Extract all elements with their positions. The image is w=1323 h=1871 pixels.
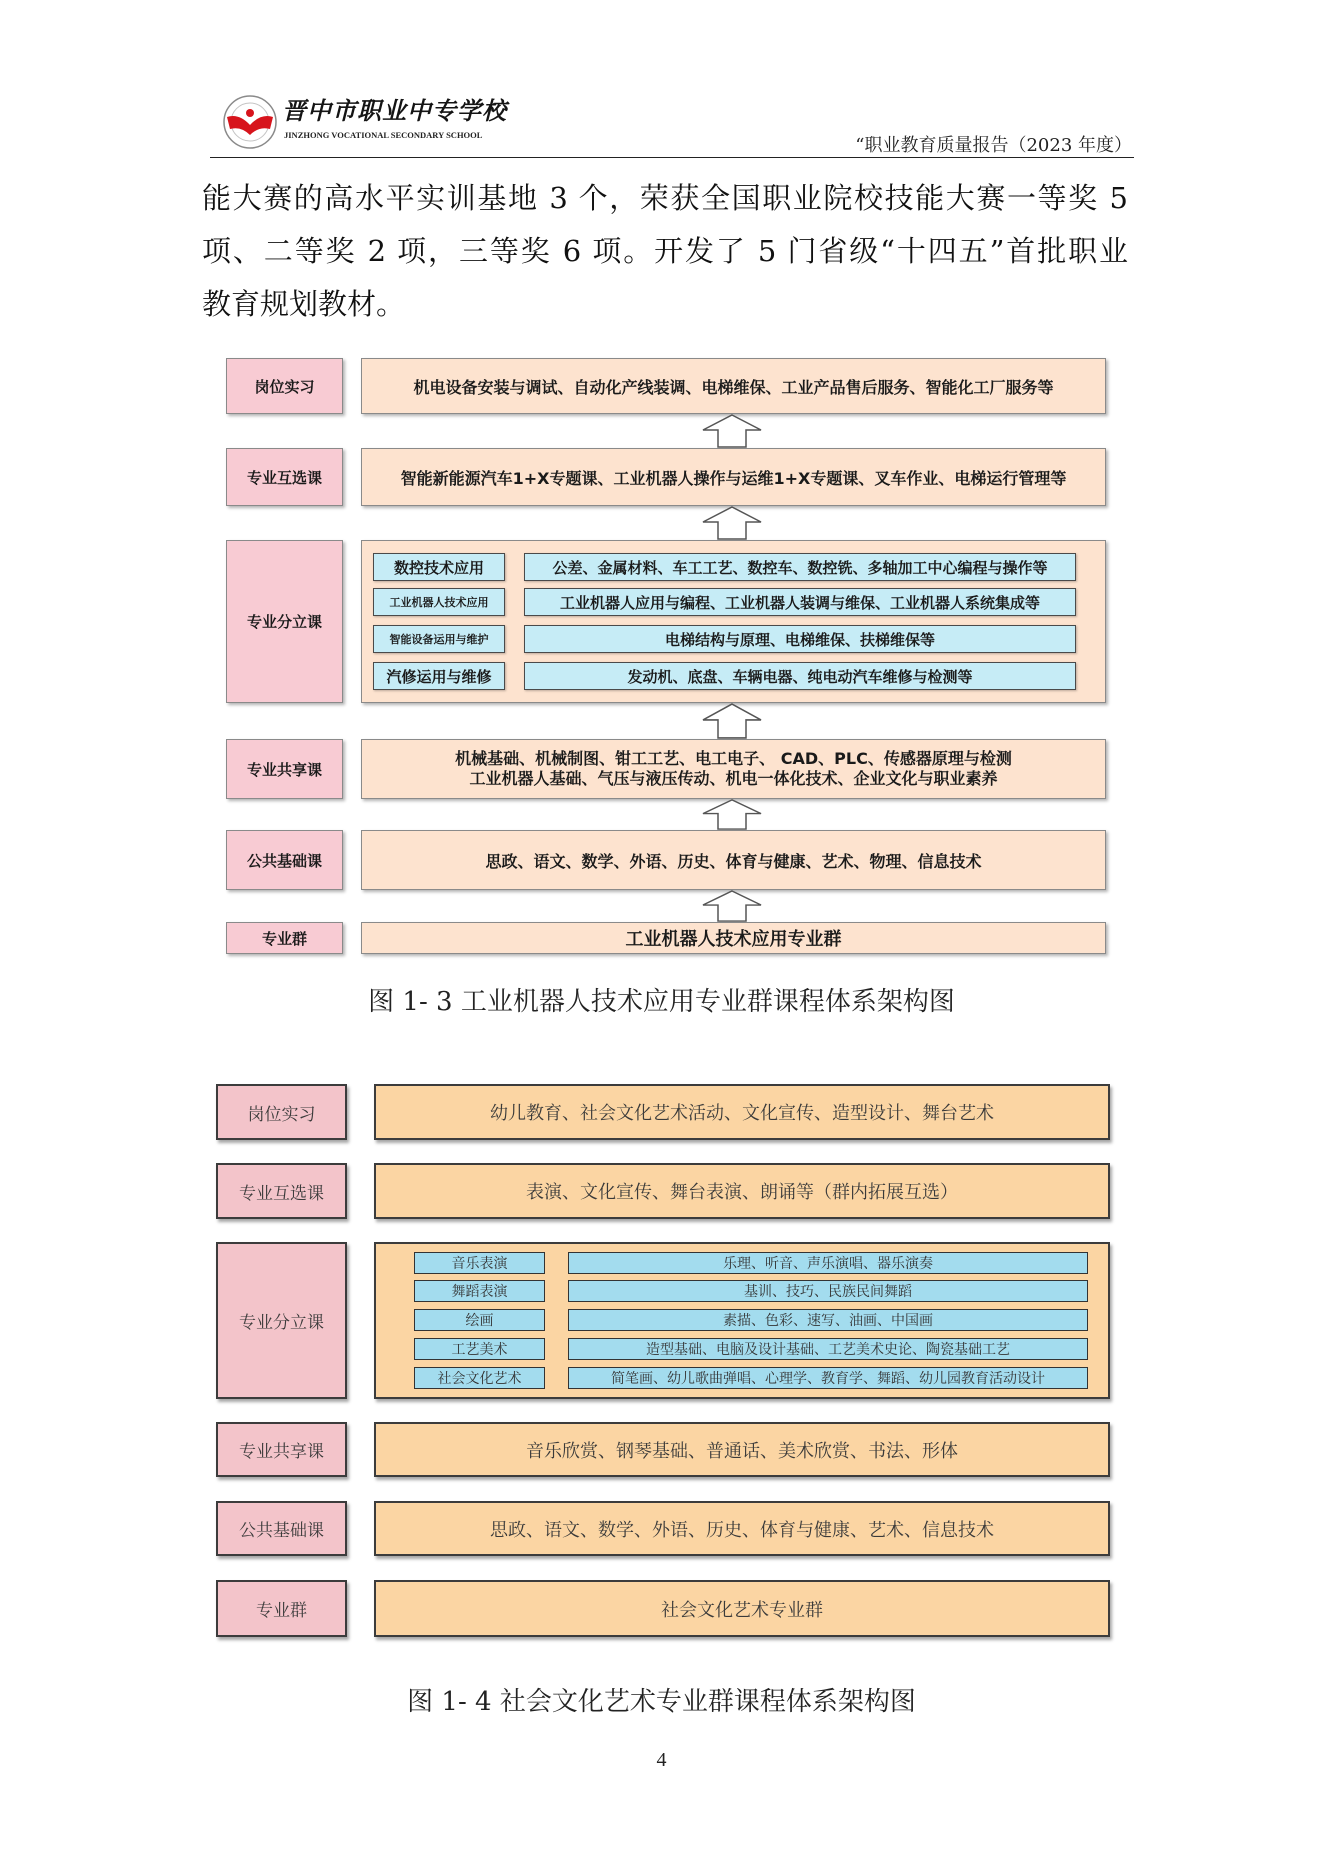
major-name: 工业机器人技术应用 bbox=[373, 588, 505, 616]
figure-1-course-diagram bbox=[226, 358, 1106, 954]
up-arrow-icon bbox=[702, 890, 762, 922]
paragraph-line: 项、二等奖 2 项，三等奖 6 项。开发了 5 门省级“十四五”首批职业 bbox=[202, 234, 1128, 268]
major-courses: 基训、技巧、民族民间舞蹈 bbox=[568, 1280, 1088, 1302]
tier-label: 专业群 bbox=[226, 922, 343, 954]
major-name: 工艺美术 bbox=[414, 1338, 545, 1360]
tier-content: 思政、语文、数学、外语、历史、体育与健康、艺术、信息技术 bbox=[374, 1501, 1110, 1556]
tier-content: 社会文化艺术专业群 bbox=[374, 1580, 1110, 1637]
tier-content: 幼儿教育、社会文化艺术活动、文化宣传、造型设计、舞台艺术 bbox=[374, 1084, 1110, 1140]
tier-label: 公共基础课 bbox=[216, 1501, 347, 1556]
tier-label: 专业共享课 bbox=[216, 1422, 347, 1477]
major-courses: 发动机、底盘、车辆电器、纯电动汽车维修与检测等 bbox=[524, 662, 1076, 690]
tier-content: 思政、语文、数学、外语、历史、体育与健康、艺术、物理、信息技术 bbox=[361, 830, 1106, 890]
tier-content: 智能新能源汽车1+X专题课、工业机器人操作与运维1+X专题课、叉车作业、电梯运行管理等 bbox=[361, 448, 1106, 506]
tier-content: 机电设备安装与调试、自动化产线装调、电梯维保、工业产品售后服务、智能化工厂服务等 bbox=[361, 358, 1106, 414]
up-arrow-icon bbox=[702, 414, 762, 448]
major-courses: 造型基础、电脑及设计基础、工艺美术史论、陶瓷基础工艺 bbox=[568, 1338, 1088, 1360]
major-name: 舞蹈表演 bbox=[414, 1280, 545, 1302]
major-courses: 电梯结构与原理、电梯维保、扶梯维保等 bbox=[524, 625, 1076, 653]
paragraph-line: 教育规划教材。 bbox=[202, 287, 406, 321]
major-name: 音乐表演 bbox=[414, 1252, 545, 1274]
school-name: 晋中市职业中专学校 bbox=[282, 96, 507, 125]
major-courses: 简笔画、幼儿歌曲弹唱、心理学、教育学、舞蹈、幼儿园教育活动设计 bbox=[568, 1367, 1088, 1389]
tier-label: 专业互选课 bbox=[216, 1163, 347, 1219]
tier-content-line: 机械基础、机械制图、钳工工艺、电工电子、 CAD、PLC、传感器原理与检测 bbox=[455, 749, 1012, 768]
header-rule bbox=[210, 157, 1134, 158]
major-courses: 工业机器人应用与编程、工业机器人装调与维保、工业机器人系统集成等 bbox=[524, 588, 1076, 616]
major-name: 社会文化艺术 bbox=[414, 1367, 545, 1389]
tier-label: 专业群 bbox=[216, 1580, 347, 1637]
up-arrow-icon bbox=[702, 703, 762, 739]
up-arrow-icon bbox=[702, 799, 762, 830]
major-courses: 乐理、听音、声乐演唱、器乐演奏 bbox=[568, 1252, 1088, 1274]
up-arrow-icon bbox=[702, 506, 762, 540]
paragraph-line: 能大赛的高水平实训基地 3 个，荣获全国职业院校技能大赛一等奖 5 bbox=[202, 181, 1128, 215]
tier-label: 专业分立课 bbox=[226, 540, 343, 703]
body-paragraph bbox=[202, 172, 1128, 331]
figure-2-course-diagram bbox=[216, 1084, 1110, 1638]
figure-caption: 图 1- 4 社会文化艺术专业群课程体系架构图 bbox=[407, 1687, 916, 1717]
major-name: 智能设备运用与维护 bbox=[373, 625, 505, 653]
figure-caption: 图 1- 3 工业机器人技术应用专业群课程体系架构图 bbox=[368, 987, 955, 1017]
tier-content bbox=[361, 739, 1106, 799]
major-courses: 公差、金属材料、车工工艺、数控车、数控铣、多轴加工中心编程与操作等 bbox=[524, 553, 1076, 581]
major-name: 数控技术应用 bbox=[373, 553, 505, 581]
tier-label: 岗位实习 bbox=[216, 1084, 347, 1140]
tier-label: 公共基础课 bbox=[226, 830, 343, 890]
report-title: “职业教育质量报告（2023 年度） bbox=[855, 135, 1132, 156]
school-english-name: JINZHONG VOCATIONAL SECONDARY SCHOOL bbox=[284, 130, 483, 140]
tier-label: 岗位实习 bbox=[226, 358, 343, 414]
tier-label: 专业互选课 bbox=[226, 448, 343, 506]
major-name: 绘画 bbox=[414, 1309, 545, 1331]
tier-content: 工业机器人技术应用专业群 bbox=[361, 922, 1106, 954]
school-emblem-icon bbox=[222, 94, 278, 150]
tier-label: 专业共享课 bbox=[226, 739, 343, 799]
tier-label: 专业分立课 bbox=[216, 1242, 347, 1399]
tier-content-line: 工业机器人基础、气压与液压传动、机电一体化技术、企业文化与职业素养 bbox=[469, 769, 998, 788]
tier-content: 表演、文化宣传、舞台表演、朗诵等（群内拓展互选） bbox=[374, 1163, 1110, 1219]
major-courses: 素描、色彩、速写、油画、中国画 bbox=[568, 1309, 1088, 1331]
tier-content: 音乐欣赏、钢琴基础、普通话、美术欣赏、书法、形体 bbox=[374, 1422, 1110, 1477]
major-name: 汽修运用与维修 bbox=[373, 662, 505, 690]
page-number: 4 bbox=[656, 1749, 667, 1771]
